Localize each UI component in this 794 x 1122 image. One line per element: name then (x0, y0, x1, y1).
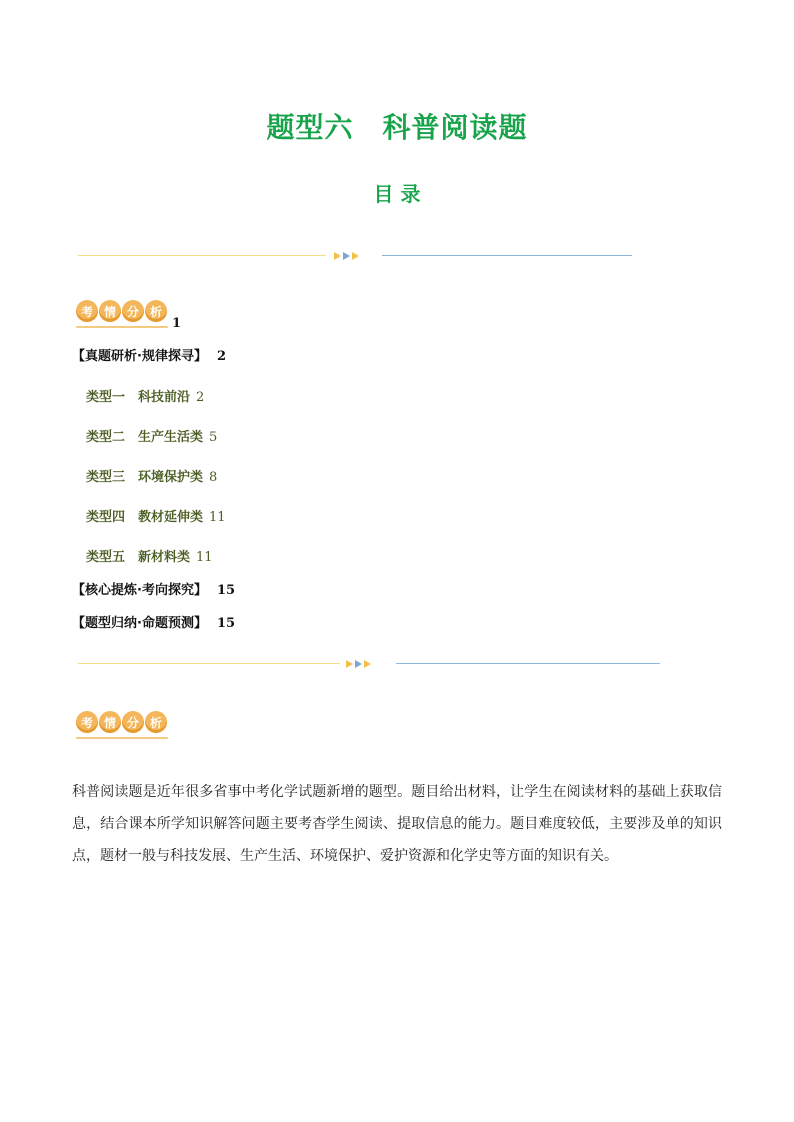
toc-item-label: 【核心提炼·考向探究】 (72, 583, 207, 598)
toc-item-label: 类型一 科技前沿 (86, 390, 191, 405)
toc-item-page: 15 (216, 583, 236, 598)
toc-item-label: 类型二 生产生活类 (86, 430, 204, 445)
toc-item-label: 类型三 环境保护类 (86, 470, 204, 485)
badge-char: 情 (99, 300, 121, 322)
toc-sub-item[interactable] (86, 546, 213, 565)
badge-char: 情 (99, 711, 121, 733)
toc-item-page: 2 (196, 390, 205, 405)
toc-heading: 目 录 (373, 182, 421, 206)
bottom-divider (78, 658, 660, 670)
badge-char: 析 (145, 300, 167, 322)
toc-item-label: 【真题研析·规律探寻】 (72, 349, 207, 364)
toc-item-page: 15 (216, 616, 236, 631)
toc-item-label: 类型四 教材延伸类 (86, 510, 204, 525)
toc-item[interactable] (72, 612, 235, 631)
document-title: 题型六 科普阅读题 (266, 111, 528, 144)
toc-item[interactable] (72, 345, 226, 364)
top-divider (78, 250, 660, 262)
badge-char: 分 (122, 300, 144, 322)
badge-char: 分 (122, 711, 144, 733)
toc-sub-item[interactable] (86, 466, 217, 485)
analysis-paragraph: 科普阅读题是近年很多省事中考化学试题新增的题型。题目给出材料，让学生在阅读材料的基础上获取信息，结合课本所学知识解答问题主要考杳学生阅读、提取信息的能力。题目难度较低，主要涉及单的知识点，题材一般与科技发展、生产生活、环境保护、爱护资源和化学史等方面的知识有关。 (72, 784, 722, 864)
badge-char: 考 (76, 300, 98, 322)
toc-sub-item[interactable] (86, 506, 226, 525)
analysis-section-badge (76, 711, 167, 733)
toc-item[interactable] (72, 579, 235, 598)
badge-underline (76, 326, 168, 328)
badge-char: 析 (145, 711, 167, 733)
toc-item-label: 【题型归纳·命题预测】 (72, 616, 207, 631)
toc-item-page: 8 (209, 470, 218, 485)
toc-item-page: 11 (196, 550, 213, 565)
analysis-badge (76, 300, 167, 322)
toc-item-page: 2 (216, 349, 226, 364)
toc-sub-item[interactable] (86, 426, 217, 445)
toc-item-label: 类型五 新材料类 (86, 550, 191, 565)
toc-sub-item[interactable] (86, 386, 204, 405)
badge-char: 考 (76, 711, 98, 733)
badge-underline (76, 737, 168, 739)
badge-page-number: 1 (172, 316, 182, 331)
toc-item-page: 5 (209, 430, 218, 445)
toc-item-page: 11 (209, 510, 226, 525)
double-arrow-icon (334, 250, 364, 262)
double-arrow-icon (346, 658, 376, 670)
